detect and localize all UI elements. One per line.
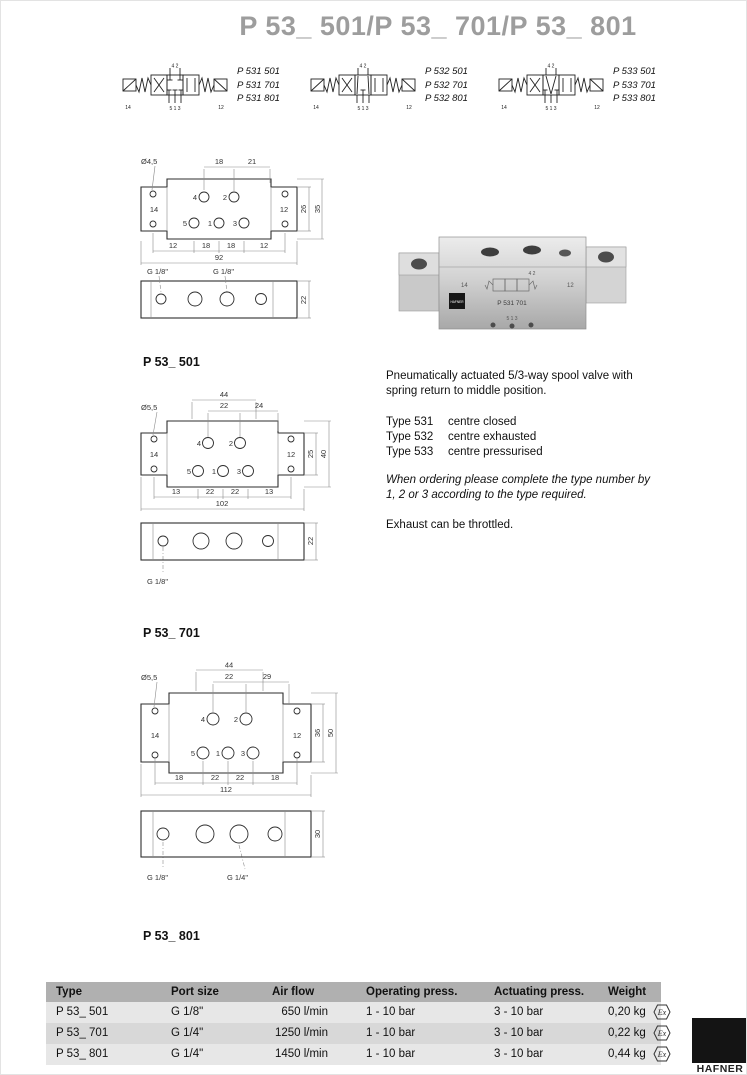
col-header-port-size: Port size — [171, 986, 219, 998]
port-thread-label: G 1/8" — [147, 873, 169, 882]
symbol-ports-top-label: 4 2 — [171, 63, 179, 70]
mounting-flange-left — [399, 253, 439, 311]
dim-label: 50 — [326, 728, 335, 738]
dim-label: 26 — [299, 204, 308, 214]
cell-port-size: G 1/4" — [171, 1048, 204, 1060]
bottom-view — [141, 811, 325, 857]
type-row — [386, 445, 660, 460]
type-row — [386, 415, 660, 430]
cell-actuating-press: 3 - 10 bar — [494, 1048, 544, 1060]
dim-label: 36 — [313, 728, 322, 738]
valve-symbol-531 — [119, 63, 231, 111]
port-label: 5 — [182, 219, 187, 228]
photo-ports-bottom-label: 5 1 3 — [506, 316, 518, 322]
hafner-logo-block — [692, 1018, 747, 1063]
cell-operating-press: 1 - 10 bar — [366, 1006, 416, 1018]
symbol-label: P 532 501 — [425, 66, 468, 77]
drawing-caption-501: P 53_ 501 — [143, 355, 200, 369]
dim-label: 12 — [168, 241, 178, 250]
symbol-pilot-left-label: 14 — [313, 105, 319, 111]
port-label: 4 — [200, 715, 205, 724]
symbol-label: P 533 501 — [613, 66, 656, 77]
drawing-caption-801: P 53_ 801 — [143, 929, 200, 943]
type-desc: centre pressurised — [448, 446, 543, 458]
dim-label: 22 — [299, 295, 308, 305]
port-thread-label: G 1/4" — [227, 873, 249, 882]
port-label: 14 — [149, 205, 159, 214]
dim-label: 22 — [235, 773, 245, 782]
port-label: 5 — [190, 749, 195, 758]
type-name: Type 532 — [386, 431, 434, 443]
valve-symbol-shapes — [311, 68, 415, 103]
dim-label: 22 — [230, 487, 240, 496]
dim-label: 22 — [306, 536, 315, 546]
port-label: 14 — [150, 731, 160, 740]
symbol-ports-bottom-label: 5 1 3 — [357, 106, 369, 111]
symbol-pilot-left-label: 14 — [125, 105, 131, 111]
cell-actuating-press: 3 - 10 bar — [494, 1027, 544, 1039]
port-label: 2 — [233, 715, 238, 724]
product-photo — [395, 223, 630, 345]
dim-label: Ø5,5 — [141, 673, 158, 682]
cell-weight: 0,44 kg — [608, 1048, 646, 1060]
hafner-brand-text: HAFNER — [696, 1063, 744, 1075]
dim-label: 25 — [306, 449, 315, 459]
symbol-labels-531 — [237, 65, 280, 106]
symbol-pilot-left-label: 14 — [501, 105, 507, 111]
port-label: 1 — [211, 467, 216, 476]
valve-symbol-shapes — [499, 68, 603, 103]
ex-label: Ex — [657, 1008, 667, 1017]
description-block — [386, 369, 660, 533]
dim-label: 112 — [220, 785, 232, 794]
symbol-labels-533 — [613, 65, 656, 106]
ex-atex-icon — [653, 1025, 671, 1041]
symbol-labels-532 — [425, 65, 468, 106]
photo-pilot-left-label: 14 — [461, 283, 468, 289]
top-view — [141, 179, 297, 239]
dim-label: 22 — [219, 401, 229, 410]
symbol-label: P 533 801 — [613, 93, 656, 104]
table-header-row — [46, 982, 661, 1002]
drawing-caption-701: P 53_ 701 — [143, 626, 200, 640]
dim-label: 40 — [319, 449, 328, 459]
dim-label: 29 — [262, 672, 272, 681]
table-row — [46, 1023, 661, 1044]
mounting-flange-right — [586, 247, 626, 303]
type-list — [386, 415, 660, 460]
port-label: 4 — [192, 193, 197, 202]
dim-label: 18 — [201, 241, 211, 250]
port-label: 12 — [279, 205, 289, 214]
dim-label: 92 — [214, 253, 224, 262]
dim-label: 18 — [214, 157, 224, 166]
valve-symbol-shapes — [123, 68, 227, 103]
cell-weight: 0,22 kg — [608, 1027, 646, 1039]
dim-label: 35 — [313, 204, 322, 214]
dim-label: 30 — [313, 829, 322, 839]
dim-label: Ø4,5 — [141, 157, 158, 166]
dimensional-drawing-801 — [127, 661, 352, 889]
dim-label: 21 — [247, 157, 257, 166]
cell-actuating-press: 3 - 10 bar — [494, 1006, 544, 1018]
port-label: 2 — [228, 439, 233, 448]
ex-atex-icon — [653, 1046, 671, 1062]
cell-type: P 53_ 801 — [56, 1048, 109, 1060]
intro-text: Pneumatically actuated 5/3-way spool valve with spring return to middle position. — [386, 370, 633, 397]
photo-model-text: P 531 701 — [497, 300, 527, 307]
table-row — [46, 1044, 661, 1065]
port-label: 3 — [232, 219, 237, 228]
dimensional-drawing-701 — [127, 391, 342, 591]
col-header-weight: Weight — [608, 986, 647, 998]
port-label: 1 — [215, 749, 220, 758]
dim-label: 102 — [215, 499, 229, 508]
spec-table — [46, 982, 661, 1065]
symbol-ports-top-label: 4 2 — [359, 63, 367, 70]
photo-ports-top-label: 4 2 — [528, 271, 536, 277]
symbol-label: P 533 701 — [613, 79, 656, 91]
valve-symbol-533 — [495, 63, 607, 111]
type-row — [386, 430, 660, 445]
top-view — [141, 693, 311, 773]
col-header-actuating-press: Actuating press. — [494, 986, 585, 998]
dim-label: 13 — [171, 487, 181, 496]
col-header-type: Type — [56, 986, 82, 998]
symbol-pilot-right-label: 12 — [218, 105, 224, 111]
port-label: 3 — [236, 467, 241, 476]
type-desc: centre exhausted — [448, 431, 537, 443]
top-view — [141, 421, 304, 487]
ex-label: Ex — [657, 1050, 667, 1059]
port-label: 1 — [207, 219, 212, 228]
dim-label: 22 — [205, 487, 215, 496]
ex-label: Ex — [657, 1029, 667, 1038]
port-thread-label: G 1/8" — [147, 577, 169, 586]
cell-air-flow: 1450 l/min — [274, 1048, 328, 1060]
photo-pilot-right-label: 12 — [567, 283, 574, 289]
exhaust-note: Exhaust can be throttled. — [386, 519, 514, 531]
symbol-ports-bottom-label: 5 1 3 — [545, 106, 557, 111]
symbol-label: P 532 801 — [425, 93, 468, 104]
port-label: 14 — [149, 450, 159, 459]
type-name: Type 531 — [386, 416, 434, 428]
symbol-label: P 531 701 — [237, 79, 280, 91]
port-label: 4 — [196, 439, 201, 448]
cell-air-flow: 1250 l/min — [274, 1027, 328, 1039]
port-label: 12 — [292, 731, 302, 740]
port-label: 5 — [186, 467, 191, 476]
port-thread-label: G 1/8" — [147, 267, 169, 276]
port-label: 12 — [286, 450, 296, 459]
cell-operating-press: 1 - 10 bar — [366, 1027, 416, 1039]
ex-atex-icon — [653, 1004, 671, 1020]
col-header-operating-press: Operating press. — [366, 986, 458, 998]
symbol-ports-top-label: 4 2 — [547, 63, 555, 70]
cell-operating-press: 1 - 10 bar — [366, 1048, 416, 1060]
dim-label: 13 — [264, 487, 274, 496]
dim-label: 22 — [210, 773, 220, 782]
valve-symbol-532 — [307, 63, 419, 111]
dim-label: 12 — [259, 241, 269, 250]
port-label: 2 — [222, 193, 227, 202]
dim-label: 44 — [224, 661, 234, 670]
cell-port-size: G 1/8" — [171, 1006, 204, 1018]
dim-label: 18 — [174, 773, 184, 782]
dim-label: 44 — [219, 391, 229, 399]
dim-label: Ø5,5 — [141, 403, 158, 412]
type-desc: centre closed — [448, 416, 517, 428]
port-label: 3 — [240, 749, 245, 758]
dim-label: 18 — [270, 773, 280, 782]
dim-label: 22 — [224, 672, 234, 681]
cell-type: P 53_ 701 — [56, 1027, 109, 1039]
cell-type: P 53_ 501 — [56, 1006, 109, 1018]
page-title: P 53_ 501/P 53_ 701/P 53_ 801 — [239, 11, 637, 41]
port-thread-label: G 1/8" — [213, 267, 235, 276]
ordering-note: When ordering please complete the type number by 1, 2 or 3 according to the type required. — [386, 474, 651, 501]
type-name: Type 533 — [386, 446, 434, 458]
cell-port-size: G 1/4" — [171, 1027, 204, 1039]
symbol-ports-bottom-label: 5 1 3 — [169, 106, 181, 111]
bottom-view — [141, 281, 311, 318]
cell-air-flow: 650 l/min — [281, 1006, 328, 1018]
symbol-pilot-right-label: 12 — [406, 105, 412, 111]
hafner-mark-text: HAFNER — [450, 300, 464, 304]
symbol-label: P 532 701 — [425, 79, 468, 91]
symbol-pilot-right-label: 12 — [594, 105, 600, 111]
bottom-view — [141, 523, 318, 560]
dim-label: 18 — [226, 241, 236, 250]
symbol-label: P 531 501 — [237, 66, 280, 77]
cell-weight: 0,20 kg — [608, 1006, 646, 1018]
table-row — [46, 1002, 661, 1023]
dimensional-drawing-501 — [127, 153, 332, 338]
dim-label: 24 — [254, 401, 264, 410]
symbol-label: P 531 801 — [237, 93, 280, 104]
col-header-air-flow: Air flow — [272, 986, 315, 998]
